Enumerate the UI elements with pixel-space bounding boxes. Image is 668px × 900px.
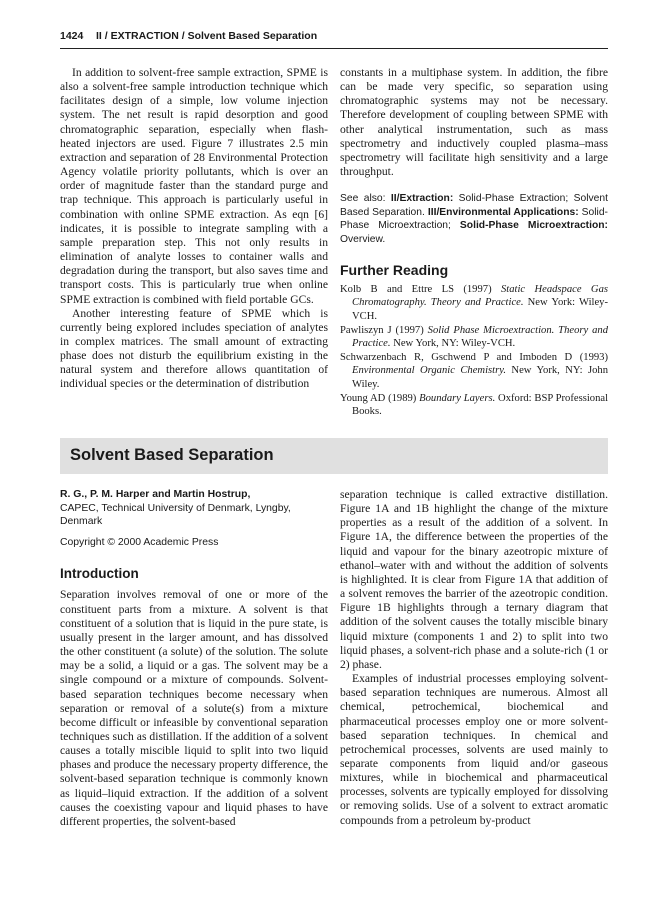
see-also-link[interactable]: III/Environmental Applications: [427, 206, 579, 218]
reference-item [340, 392, 608, 419]
reference-item [340, 324, 608, 351]
running-title: II / EXTRACTION / Solvent Based Separation [96, 30, 318, 42]
author-names: R. G., P. M. Harper and Martin Hostrup, [60, 489, 251, 500]
reference-title: Solid Phase Microextraction. Theory and Practice. [352, 324, 608, 350]
body-paragraph: In addition to solvent-free sample extraction, SPME is also a solvent-free sample introduction technique which facilitates design of a simple, low volume injection system. The net result is rapid desorption and good chromatographic separation, especially when flash-heated injectors are used. Figure 7 illustrates 2.5 min extraction and separation of 28 Environmental Protection Agency volatile priority pollutants, which is over an order of magnitude faster than the standard purge and trap technique. This approach is particularly useful in combination with online SPME extraction. As eqn [6] indicates, it is possible to integrate sampling with a sample preparation step. This not only results in elimination of analyte losses to container walls and degradation during the transport, but also saves time and transport costs. This is particularly true when online SPME extraction is combined with field portable GCs. [60, 66, 328, 306]
body-paragraph: Another interesting feature of SPME which is currently being explored includes speciation of analytes in complex matrices. The small amount of extracting phase does not disturb the equilibrium existing in the natural system and therefore allows quantitation of individual species or the determination of distribution [60, 306, 328, 391]
reference-title: Static Headspace Gas Chromatography. Theory and Practice. [352, 283, 608, 309]
body-paragraph: constants in a multiphase system. In addition, the fibre can be made very specific, so separation using chromatographic systems may not be necessary. Therefore development of coupling between SPME with other analytical instrumentation, such as mass spectrometry and inductively coupled plasma–mass spectrometry will facilitate high sensitivity and a large throughput. [340, 66, 608, 179]
body-paragraph: separation technique is called extractive distillation. Figure 1A and 1B highlight the change of the mixture properties as a result of the addition of a solvent. In Figure 1A, the difference between the properties of the liquid and vapour for the binary azeotropic mixture of ethanol–water with and without the addition of solvents is highlighted. It is clear from Figure 1A that addition of a solvent removes the barrier of the azeotropic condition. Figure 1B highlights through a ternary diagram that addition of the solvent causes the totally miscible binary liquid mixture (components 1 and 2) to split into two liquid phases, a solvent-rich phase and a solute-rich (1 or 2) phase. [340, 488, 608, 671]
body-paragraph: Examples of industrial processes employing solvent-based separation techniques are numerous. Almost all chemical, petrochemical, biochemical and pharmaceutical processes employ one or more solvent-based separation techniques. In chemical and petrochemical processes, solvents are used mainly to separate components from liquid and/or gaseous mixtures, while in biochemical and pharmaceutical processes, solvents are typically employed for dissolving or removing solids. Use of a solvent to extract aromatic compounds from a petroleum by-product [340, 672, 608, 827]
reference-title: Boundary Layers. [419, 392, 496, 404]
reference-authors: Schwarzenbach R, Gschwend P and Imboden D (1993) [340, 351, 608, 363]
page-header [60, 28, 608, 49]
reference-publisher: New York: Wiley-VCH. [352, 297, 608, 322]
reference-item [340, 351, 608, 392]
reference-authors: Young AD (1989) [340, 392, 417, 404]
reference-authors: Kolb B and Ettre LS (1997) [340, 283, 492, 295]
reference-publisher: Oxford: BSP Professional Books. [352, 392, 609, 418]
bottom-left-column [60, 488, 328, 829]
see-also [340, 192, 608, 246]
reference-publisher: New York, NY: John Wiley. [352, 365, 608, 390]
section-title-banner [60, 438, 608, 474]
further-reading-heading: Further Reading [340, 261, 449, 278]
see-also-link[interactable]: Overview. [340, 234, 386, 246]
author-block [60, 488, 328, 529]
copyright-line: Copyright © 2000 Academic Press [60, 537, 219, 549]
bottom-right-column [340, 488, 608, 828]
see-also-link[interactable]: Solid-Phase Microextraction; [340, 206, 608, 232]
see-also-link[interactable]: II/Extraction: [390, 193, 454, 205]
page-number: 1424 [60, 30, 84, 42]
reference-item [340, 283, 608, 324]
see-also-link[interactable]: Solid-Phase Extraction; Solvent Based Separation. [340, 193, 608, 218]
top-left-column [60, 66, 328, 392]
introduction-heading: Introduction [60, 566, 139, 582]
see-also-label: See also: [340, 193, 386, 205]
reference-authors: Pawliszyn J (1997) [340, 324, 424, 336]
reference-title: Environmental Organic Chemistry. [352, 365, 506, 377]
reference-publisher: New York, NY: Wiley-VCH. [393, 338, 516, 350]
author-affiliation: CAPEC, Technical University of Denmark, Lyngby, Denmark [60, 502, 291, 528]
section-title: Solvent Based Separation [70, 446, 274, 464]
top-right-column [340, 66, 608, 419]
see-also-link[interactable]: Solid-Phase Microextraction: [459, 220, 608, 232]
body-paragraph: Separation involves removal of one or more of the constituent parts from a mixture. A solvent is that constituent of a solution that is liquid in the pure state, is usually present in the larger amount, and has dissolved the other constituent (a solute) of the solution. The solute may be a solid, a liquid or a gas. The solvent may be a single compound or a mixture of compounds. Solvent-based separation techniques become necessary when separation or removal of a solute(s) from a mixture become difficult or infeasible by conventional separation techniques such as distillation. If the addition of a solvent causes a totally miscible liquid to split into two liquid phases and produce the necessary property difference, the solvent-based separation technique is commonly known as liquid–liquid extraction. If the addition of a solvent causes the coexisting vapour and liquid phases to have different properties, the solvent-based [60, 588, 328, 828]
